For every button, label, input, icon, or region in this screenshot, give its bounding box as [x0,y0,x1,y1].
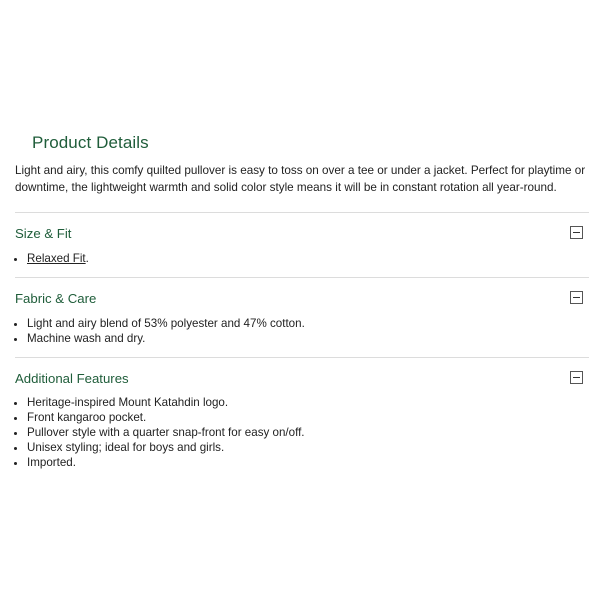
list-item: • Pullover style with a quarter snap-front for easy on/off. [27,425,305,440]
section-fabric-care [15,277,589,357]
fabric-care-list [15,316,305,346]
list-item: • Heritage-inspired Mount Katahdin logo. [27,395,305,410]
additional-features-title: Additional Features [15,371,129,386]
product-details-title: Product Details [32,133,149,152]
list-item: • Front kangaroo pocket. [27,410,305,425]
section-additional-features [15,357,589,477]
list-item: • Unisex styling; ideal for boys and girls. [27,440,305,455]
additional-features-list [15,395,305,470]
list-item: • Relaxed Fit. [27,251,89,266]
collapse-additional-features-icon[interactable] [570,371,583,384]
section-size-fit [15,212,589,277]
size-fit-title: Size & Fit [15,226,72,241]
list-item: • Light and airy blend of 53% polyester and 47% cotton. [27,316,305,331]
additional-features-header[interactable] [15,367,589,391]
fabric-care-title: Fabric & Care [15,291,97,306]
section-divider [15,357,589,358]
list-item: • Imported. [27,455,305,470]
section-divider [15,277,589,278]
size-fit-header[interactable] [15,222,589,246]
collapse-size-fit-icon[interactable] [570,226,583,239]
relaxed-fit-link[interactable]: Relaxed Fit [27,252,86,265]
fabric-care-header[interactable] [15,287,589,311]
section-divider [15,212,589,213]
size-fit-list [15,251,89,266]
list-item: • Machine wash and dry. [27,331,305,346]
product-description: Light and airy, this comfy quilted pullover is easy to toss on over a tee or under a jacket. Perfect for playtime or downtime, the lightweight warmth and solid color style means it will be in constant rotation all year-round. [15,164,586,194]
collapse-fabric-care-icon[interactable] [570,291,583,304]
